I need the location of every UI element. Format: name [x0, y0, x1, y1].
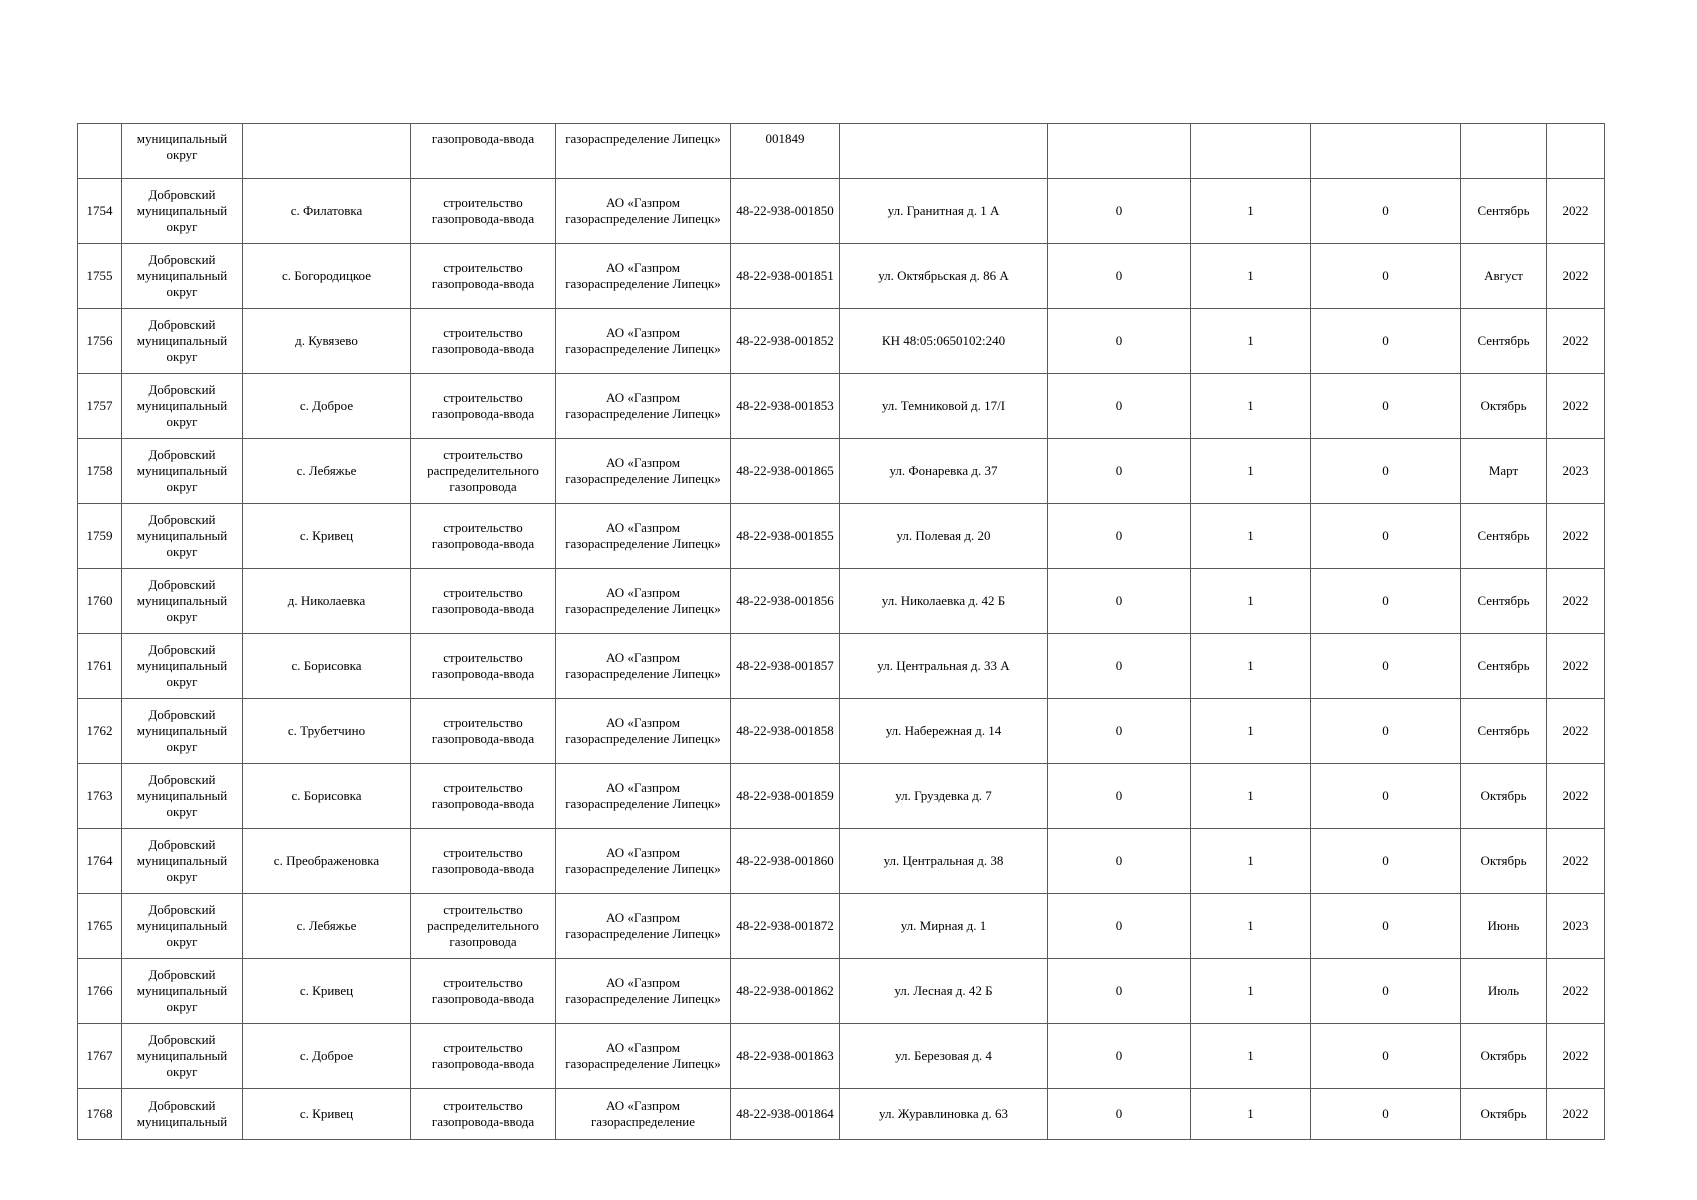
cell-value-1: 0 — [1048, 634, 1191, 699]
cell-work-type: строительство газопровода-ввода — [411, 959, 556, 1024]
cell-month: Октябрь — [1461, 829, 1547, 894]
cell-number: 1756 — [78, 309, 122, 374]
table-row — [78, 764, 1605, 829]
table-row — [78, 1089, 1605, 1140]
cell-address: ул. Журавлиновка д. 63 — [840, 1089, 1048, 1140]
cell-year: 2023 — [1547, 894, 1605, 959]
cell-month — [1461, 124, 1547, 179]
cell-value-1 — [1048, 124, 1191, 179]
table-row — [78, 439, 1605, 504]
cell-value-1: 0 — [1048, 959, 1191, 1024]
cell-work-type: строительство газопровода-ввода — [411, 1089, 556, 1140]
cell-value-2: 1 — [1191, 374, 1311, 439]
cell-work-type: строительство распределительного газопровода — [411, 894, 556, 959]
cell-address: ул. Набережная д. 14 — [840, 699, 1048, 764]
table-row — [78, 829, 1605, 894]
cell-month: Июль — [1461, 959, 1547, 1024]
cell-number: 1759 — [78, 504, 122, 569]
cell-work-type: газопровода-ввода — [411, 124, 556, 179]
cell-value-2: 1 — [1191, 1024, 1311, 1089]
cell-value-3: 0 — [1311, 699, 1461, 764]
cell-year: 2022 — [1547, 1089, 1605, 1140]
cell-value-2: 1 — [1191, 959, 1311, 1024]
cell-settlement: с. Преображеновка — [243, 829, 411, 894]
cell-value-2: 1 — [1191, 439, 1311, 504]
cell-district: Добровский муниципальный округ — [122, 699, 243, 764]
cell-value-1: 0 — [1048, 374, 1191, 439]
cell-organization: АО «Газпром газораспределение Липецк» — [556, 179, 731, 244]
cell-number: 1764 — [78, 829, 122, 894]
cell-work-type: строительство газопровода-ввода — [411, 829, 556, 894]
cell-district: Добровский муниципальный округ — [122, 1024, 243, 1089]
cell-month: Сентябрь — [1461, 699, 1547, 764]
cell-value-3: 0 — [1311, 894, 1461, 959]
table-row — [78, 699, 1605, 764]
cell-work-type: строительство газопровода-ввода — [411, 1024, 556, 1089]
cell-settlement: с. Доброе — [243, 1024, 411, 1089]
cell-value-1: 0 — [1048, 179, 1191, 244]
cell-work-type: строительство газопровода-ввода — [411, 244, 556, 309]
cell-value-1: 0 — [1048, 569, 1191, 634]
table-row — [78, 179, 1605, 244]
cell-month: Сентябрь — [1461, 504, 1547, 569]
cell-object-code: 48-22-938-001865 — [731, 439, 840, 504]
cell-object-code: 48-22-938-001864 — [731, 1089, 840, 1140]
cell-settlement: с. Лебяжье — [243, 439, 411, 504]
cell-address: ул. Центральная д. 38 — [840, 829, 1048, 894]
cell-district: Добровский муниципальный округ — [122, 764, 243, 829]
table-row-continued — [78, 124, 1605, 179]
cell-work-type: строительство газопровода-ввода — [411, 699, 556, 764]
cell-work-type: строительство газопровода-ввода — [411, 374, 556, 439]
cell-value-1: 0 — [1048, 894, 1191, 959]
cell-value-1: 0 — [1048, 309, 1191, 374]
cell-district: Добровский муниципальный округ — [122, 374, 243, 439]
cell-address: ул. Полевая д. 20 — [840, 504, 1048, 569]
cell-work-type: строительство газопровода-ввода — [411, 179, 556, 244]
cell-value-3: 0 — [1311, 244, 1461, 309]
cell-district: Добровский муниципальный округ — [122, 569, 243, 634]
cell-address: ул. Николаевка д. 42 Б — [840, 569, 1048, 634]
cell-organization: АО «Газпром газораспределение Липецк» — [556, 829, 731, 894]
cell-month: Октябрь — [1461, 1024, 1547, 1089]
cell-value-3: 0 — [1311, 959, 1461, 1024]
cell-district: Добровский муниципальный округ — [122, 894, 243, 959]
cell-number: 1766 — [78, 959, 122, 1024]
cell-address: ул. Мирная д. 1 — [840, 894, 1048, 959]
cell-object-code: 48-22-938-001872 — [731, 894, 840, 959]
cell-organization: АО «Газпром газораспределение Липецк» — [556, 959, 731, 1024]
cell-year: 2022 — [1547, 504, 1605, 569]
cell-organization: АО «Газпром газораспределение Липецк» — [556, 764, 731, 829]
cell-value-3: 0 — [1311, 374, 1461, 439]
cell-address: КН 48:05:0650102:240 — [840, 309, 1048, 374]
cell-value-2: 1 — [1191, 634, 1311, 699]
cell-year: 2022 — [1547, 179, 1605, 244]
cell-organization: АО «Газпром газораспределение Липецк» — [556, 699, 731, 764]
cell-value-3: 0 — [1311, 439, 1461, 504]
cell-address: ул. Центральная д. 33 А — [840, 634, 1048, 699]
cell-district: Добровский муниципальный округ — [122, 959, 243, 1024]
cell-value-1: 0 — [1048, 244, 1191, 309]
cell-year: 2022 — [1547, 244, 1605, 309]
cell-organization: АО «Газпром газораспределение Липецк» — [556, 634, 731, 699]
cell-year: 2022 — [1547, 374, 1605, 439]
cell-value-3: 0 — [1311, 634, 1461, 699]
cell-settlement: с. Борисовка — [243, 764, 411, 829]
cell-work-type: строительство распределительного газопровода — [411, 439, 556, 504]
cell-district: Добровский муниципальный округ — [122, 829, 243, 894]
cell-year: 2022 — [1547, 764, 1605, 829]
cell-number: 1761 — [78, 634, 122, 699]
cell-year: 2022 — [1547, 569, 1605, 634]
cell-month: Сентябрь — [1461, 309, 1547, 374]
table-row — [78, 634, 1605, 699]
cell-object-code: 48-22-938-001857 — [731, 634, 840, 699]
cell-value-3: 0 — [1311, 569, 1461, 634]
cell-object-code: 001849 — [731, 124, 840, 179]
cell-work-type: строительство газопровода-ввода — [411, 569, 556, 634]
cell-value-1: 0 — [1048, 829, 1191, 894]
cell-object-code: 48-22-938-001850 — [731, 179, 840, 244]
cell-settlement: с. Лебяжье — [243, 894, 411, 959]
cell-object-code: 48-22-938-001863 — [731, 1024, 840, 1089]
cell-month: Сентябрь — [1461, 569, 1547, 634]
cell-value-1: 0 — [1048, 1024, 1191, 1089]
cell-address — [840, 124, 1048, 179]
cell-address: ул. Темниковой д. 17/I — [840, 374, 1048, 439]
cell-address: ул. Октябрьская д. 86 А — [840, 244, 1048, 309]
cell-value-1: 0 — [1048, 699, 1191, 764]
cell-month: Март — [1461, 439, 1547, 504]
cell-year: 2022 — [1547, 309, 1605, 374]
cell-object-code: 48-22-938-001855 — [731, 504, 840, 569]
cell-object-code: 48-22-938-001853 — [731, 374, 840, 439]
cell-organization: АО «Газпром газораспределение Липецк» — [556, 309, 731, 374]
cell-organization: АО «Газпром газораспределение Липецк» — [556, 374, 731, 439]
cell-settlement: с. Трубетчино — [243, 699, 411, 764]
cell-organization: АО «Газпром газораспределение Липецк» — [556, 569, 731, 634]
cell-value-2: 1 — [1191, 699, 1311, 764]
cell-number: 1760 — [78, 569, 122, 634]
cell-number: 1767 — [78, 1024, 122, 1089]
cell-district: Добровский муниципальный округ — [122, 309, 243, 374]
cell-object-code: 48-22-938-001858 — [731, 699, 840, 764]
cell-organization: АО «Газпром газораспределение Липецк» — [556, 894, 731, 959]
cell-work-type: строительство газопровода-ввода — [411, 504, 556, 569]
cell-organization: АО «Газпром газораспределение Липецк» — [556, 439, 731, 504]
cell-number: 1762 — [78, 699, 122, 764]
cell-value-2 — [1191, 124, 1311, 179]
cell-district: Добровский муниципальный округ — [122, 179, 243, 244]
table-row — [78, 504, 1605, 569]
cell-year: 2022 — [1547, 959, 1605, 1024]
cell-settlement: с. Доброе — [243, 374, 411, 439]
cell-number: 1763 — [78, 764, 122, 829]
cell-month: Сентябрь — [1461, 634, 1547, 699]
cell-month: Август — [1461, 244, 1547, 309]
cell-organization: АО «Газпром газораспределение Липецк» — [556, 504, 731, 569]
cell-value-3: 0 — [1311, 309, 1461, 374]
cell-organization: АО «Газпром газораспределение Липецк» — [556, 1024, 731, 1089]
cell-month: Октябрь — [1461, 1089, 1547, 1140]
cell-value-1: 0 — [1048, 504, 1191, 569]
cell-value-1: 0 — [1048, 439, 1191, 504]
cell-settlement: с. Кривец — [243, 959, 411, 1024]
cell-district: Добровский муниципальный — [122, 1089, 243, 1140]
cell-value-2: 1 — [1191, 309, 1311, 374]
cell-month: Июнь — [1461, 894, 1547, 959]
cell-settlement: с. Борисовка — [243, 634, 411, 699]
cell-value-2: 1 — [1191, 244, 1311, 309]
cell-settlement: д. Кувязево — [243, 309, 411, 374]
cell-settlement: с. Богородицкое — [243, 244, 411, 309]
cell-year: 2022 — [1547, 634, 1605, 699]
cell-value-1: 0 — [1048, 1089, 1191, 1140]
cell-district: Добровский муниципальный округ — [122, 634, 243, 699]
table-row — [78, 959, 1605, 1024]
cell-year: 2022 — [1547, 829, 1605, 894]
cell-year: 2023 — [1547, 439, 1605, 504]
cell-month: Октябрь — [1461, 764, 1547, 829]
cell-value-3: 0 — [1311, 764, 1461, 829]
cell-organization: АО «Газпром газораспределение — [556, 1089, 731, 1140]
table-row — [78, 1024, 1605, 1089]
cell-year — [1547, 124, 1605, 179]
cell-month: Сентябрь — [1461, 179, 1547, 244]
cell-object-code: 48-22-938-001862 — [731, 959, 840, 1024]
table-row — [78, 244, 1605, 309]
cell-value-2: 1 — [1191, 764, 1311, 829]
cell-district: Добровский муниципальный округ — [122, 504, 243, 569]
cell-object-code: 48-22-938-001860 — [731, 829, 840, 894]
cell-organization: газораспределение Липецк» — [556, 124, 731, 179]
cell-object-code: 48-22-938-001859 — [731, 764, 840, 829]
table-row — [78, 374, 1605, 439]
cell-value-2: 1 — [1191, 1089, 1311, 1140]
cell-object-code: 48-22-938-001852 — [731, 309, 840, 374]
cell-number: 1765 — [78, 894, 122, 959]
cell-settlement: с. Филатовка — [243, 179, 411, 244]
cell-settlement: д. Николаевка — [243, 569, 411, 634]
cell-value-3: 0 — [1311, 1024, 1461, 1089]
cell-value-3: 0 — [1311, 829, 1461, 894]
cell-value-3: 0 — [1311, 1089, 1461, 1140]
cell-value-2: 1 — [1191, 569, 1311, 634]
cell-address: ул. Фонаревка д. 37 — [840, 439, 1048, 504]
cell-value-2: 1 — [1191, 829, 1311, 894]
cell-work-type: строительство газопровода-ввода — [411, 764, 556, 829]
cell-object-code: 48-22-938-001856 — [731, 569, 840, 634]
cell-number: 1768 — [78, 1089, 122, 1140]
cell-address: ул. Березовая д. 4 — [840, 1024, 1048, 1089]
cell-number: 1755 — [78, 244, 122, 309]
cell-settlement: с. Кривец — [243, 1089, 411, 1140]
cell-year: 2022 — [1547, 699, 1605, 764]
cell-work-type: строительство газопровода-ввода — [411, 309, 556, 374]
cell-value-3 — [1311, 124, 1461, 179]
cell-month: Октябрь — [1461, 374, 1547, 439]
cell-organization: АО «Газпром газораспределение Липецк» — [556, 244, 731, 309]
cell-district: Добровский муниципальный округ — [122, 244, 243, 309]
table-body — [78, 124, 1605, 1140]
cell-year: 2022 — [1547, 1024, 1605, 1089]
gasification-register-table — [77, 123, 1605, 1140]
cell-address: ул. Груздевка д. 7 — [840, 764, 1048, 829]
table-row — [78, 309, 1605, 374]
cell-value-3: 0 — [1311, 504, 1461, 569]
table-row — [78, 894, 1605, 959]
cell-work-type: строительство газопровода-ввода — [411, 634, 556, 699]
cell-district: муниципальный округ — [122, 124, 243, 179]
cell-value-3: 0 — [1311, 179, 1461, 244]
cell-value-2: 1 — [1191, 504, 1311, 569]
cell-settlement: с. Кривец — [243, 504, 411, 569]
cell-address: ул. Лесная д. 42 Б — [840, 959, 1048, 1024]
cell-object-code: 48-22-938-001851 — [731, 244, 840, 309]
table-row — [78, 569, 1605, 634]
cell-number: 1754 — [78, 179, 122, 244]
cell-settlement — [243, 124, 411, 179]
cell-value-2: 1 — [1191, 894, 1311, 959]
cell-number — [78, 124, 122, 179]
cell-address: ул. Гранитная д. 1 А — [840, 179, 1048, 244]
cell-value-2: 1 — [1191, 179, 1311, 244]
cell-number: 1758 — [78, 439, 122, 504]
cell-district: Добровский муниципальный округ — [122, 439, 243, 504]
cell-value-1: 0 — [1048, 764, 1191, 829]
cell-number: 1757 — [78, 374, 122, 439]
